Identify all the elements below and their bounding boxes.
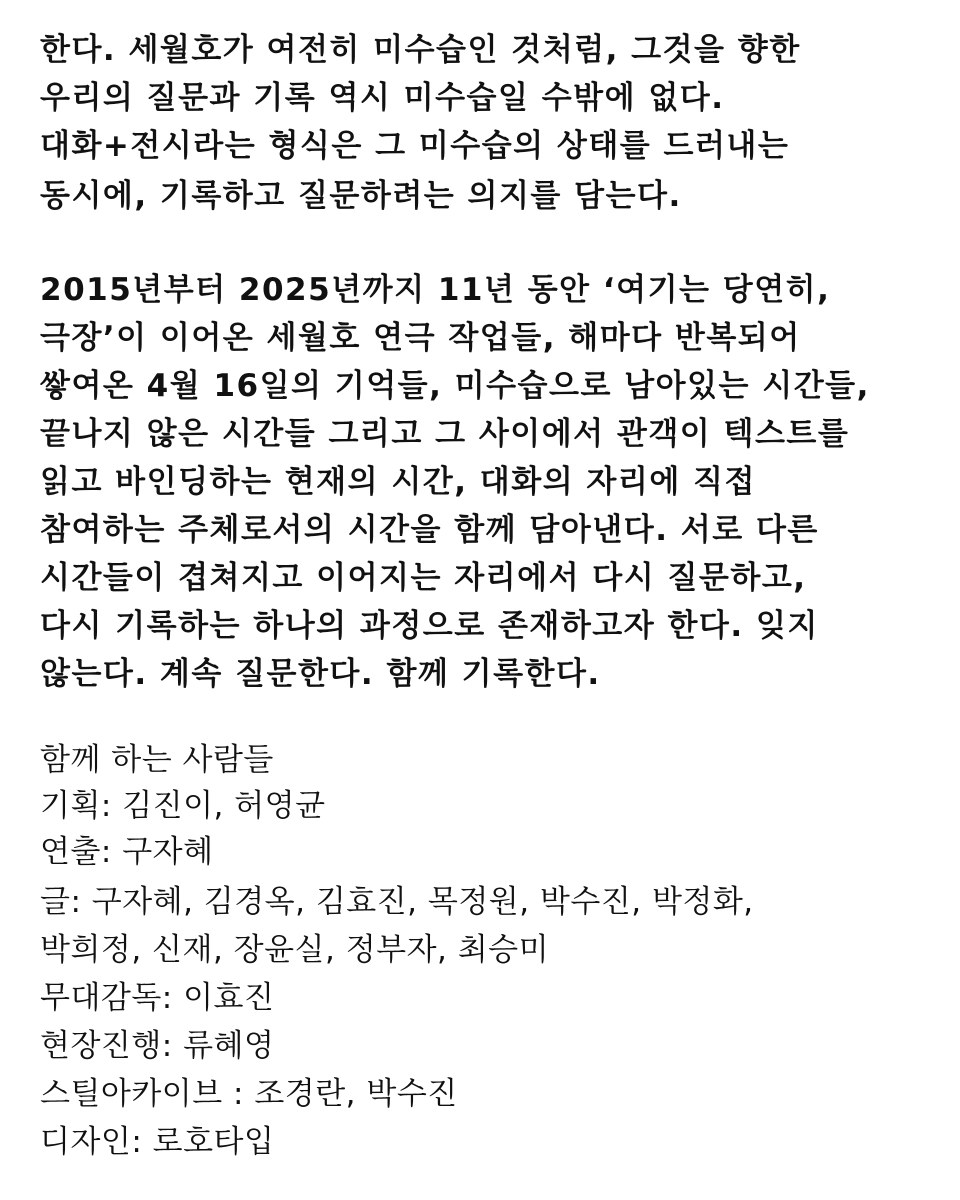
text-line: 다시 기록하는 하나의 과정으로 존재하고자 한다. 잊지 [40, 608, 819, 644]
credit-planning: 기획: 김진이, 허영균 [40, 788, 326, 824]
credit-direction: 연출: 구자혜 [40, 834, 214, 870]
credit-writing: 글: 구자혜, 김경옥, 김효진, 목정원, 박수진, 박정화, [40, 884, 754, 920]
text-line: 극장’이 이어온 세월호 연극 작업들, 해마다 반복되어 [40, 320, 801, 356]
text-line: 시간들이 겹쳐지고 이어지는 자리에서 다시 질문하고, [40, 560, 807, 596]
text-line: 쌓여온 4월 16일의 기억들, 미수습으로 남아있는 시간들, [40, 368, 870, 404]
credits-heading: 함께 하는 사람들 [40, 742, 274, 778]
text-line: 2015년부터 2025년까지 11년 동안 ‘여기는 당연히, [40, 272, 831, 308]
text-line: 우리의 질문과 기록 역시 미수습일 수밖에 없다. [40, 80, 725, 116]
text-line: 한다. 세월호가 여전히 미수습인 것처럼, 그것을 향한 [40, 32, 801, 68]
text-line: 동시에, 기록하고 질문하려는 의지를 담는다. [40, 178, 682, 214]
text-line: 않는다. 계속 질문한다. 함께 기록한다. [40, 656, 601, 692]
text-line: 참여하는 주체로서의 시간을 함께 담아낸다. 서로 다른 [40, 512, 819, 548]
credit-production-assistant: 현장진행: 류혜영 [40, 1028, 275, 1064]
credit-still-archive: 스틸아카이브 : 조경란, 박수진 [40, 1076, 458, 1112]
text-line: 끝나지 않은 시간들 그리고 그 사이에서 관객이 텍스트를 [40, 416, 850, 452]
credit-design: 디자인: 로호타입 [40, 1124, 275, 1160]
text-line: 대화+전시라는 형식은 그 미수습의 상태를 드러내는 [40, 128, 790, 164]
text-line: 읽고 바인딩하는 현재의 시간, 대화의 자리에 직접 [40, 464, 756, 500]
credit-writing-continued: 박희정, 신재, 장윤실, 정부자, 최승미 [40, 932, 550, 968]
credit-stage-manager: 무대감독: 이효진 [40, 980, 275, 1016]
